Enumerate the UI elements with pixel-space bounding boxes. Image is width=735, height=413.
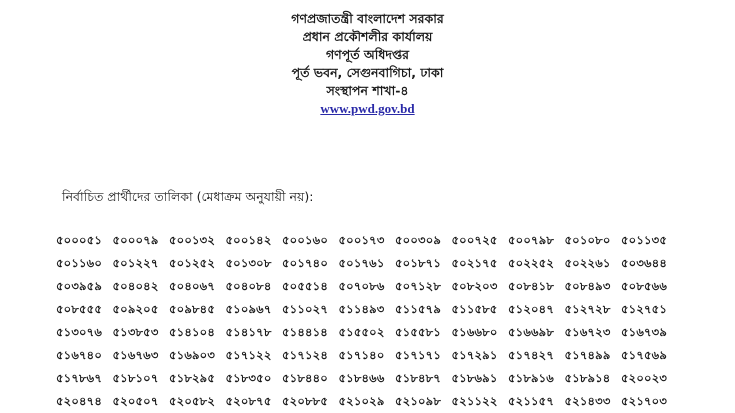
roll-number-cell: ৫০৮৪১৮ <box>508 279 554 293</box>
website-link[interactable]: www.pwd.gov.bd <box>320 101 415 116</box>
roll-number-cell: ৫০০৭৯৮ <box>508 233 555 247</box>
roll-number-cell: ৫১৭২৯১ <box>451 348 498 362</box>
roll-number-cell: ৫১৬৭৬৩ <box>112 348 159 362</box>
roll-number-cell: ৫২১৭০৩ <box>621 394 668 408</box>
roll-number-cell: ৫১৭৫৬৯ <box>621 348 668 362</box>
roll-number-cell: ৫০১৩০৮ <box>225 256 272 270</box>
roll-number-cell: ৫০১২২৭ <box>112 256 159 270</box>
roll-number-cell: ৫০৭১২৮ <box>395 279 442 293</box>
candidate-roll-grid <box>56 229 678 413</box>
roll-number-cell: ৫০০৩০৯ <box>395 233 442 247</box>
roll-number-cell: ৫০০৭২৫ <box>451 233 498 247</box>
roll-number-cell: ৫২১০৯৮ <box>395 394 442 408</box>
roll-number-cell: ৫০৯৮৪৫ <box>169 302 215 316</box>
department-name: গণপূর্ত অধিদপ্তর <box>325 47 410 62</box>
roll-number-cell: ৫২০৫০৭ <box>112 394 159 408</box>
roll-number-cell: ৫০০১৪২ <box>225 233 272 247</box>
roll-number-cell: ৫০৯২০৫ <box>112 302 159 316</box>
roll-number-cell: ৫১৮৬৯১ <box>451 371 498 385</box>
roll-number-cell: ৫২০০২৩ <box>621 371 668 385</box>
office-address: পূর্ত ভবন, সেগুনবাগিচা, ঢাকা <box>291 65 444 80</box>
roll-number-cell: ৫০৭০৮৬ <box>338 279 385 293</box>
section-name: সংস্থাপন শাখা-৪ <box>326 83 409 98</box>
roll-number-cell: ৫০০১৭৩ <box>338 233 385 247</box>
roll-number-cell: ৫০১২৫২ <box>169 256 216 270</box>
roll-number-cell: ৫১৪৪১৪ <box>282 325 328 339</box>
roll-number-cell: ৫০৪০৮৪ <box>225 279 272 293</box>
office-name: প্রধান প্রকৌশলীর কার্যালয় <box>302 29 433 44</box>
roll-number-cell: ৫০১১৩৫ <box>621 233 668 247</box>
roll-number-cell: ৫২০৪৭৪ <box>56 394 103 408</box>
roll-number-cell: ৫০৪০৪২ <box>112 279 159 293</box>
roll-number-cell: ৫১১৪৯৩ <box>338 302 385 316</box>
roll-number-cell: ৫১২৭৫১ <box>621 302 668 316</box>
roll-number-cell: ৫২১১৫৭ <box>508 394 555 408</box>
roll-number-cell: ৫১৭১২৪ <box>282 348 329 362</box>
roll-number-cell: ৫২০৮৭৫ <box>225 394 272 408</box>
roll-number-cell: ৫০২১৭৫ <box>451 256 498 270</box>
roll-number-cell: ৫০২২৫২ <box>508 256 555 270</box>
roll-number-cell: ৫০১১৬০ <box>56 256 103 270</box>
roll-number-cell: ৫১৭৮৬৭ <box>56 371 103 385</box>
roll-number-cell: ৫১৪১০৪ <box>169 325 215 339</box>
roll-number-cell: ৫১৭৪৯৯ <box>564 348 611 362</box>
roll-number-cell: ৫০৩৬৪৪ <box>621 256 668 270</box>
letterhead <box>0 10 735 118</box>
roll-number-cell: ৫১৩০৭৬ <box>56 325 103 339</box>
roll-number-cell: ৫০৮৫৬৬ <box>621 279 668 293</box>
roll-number-cell: ৫০৮৪৯৩ <box>564 279 611 293</box>
roll-number-cell: ৫২০৫৮২ <box>169 394 216 408</box>
roll-number-cell: ৫১১০২৭ <box>282 302 329 316</box>
roll-number-cell: ৫০৮৫৫৫ <box>56 302 102 316</box>
roll-number-cell: ৫১৭৪২৭ <box>508 348 555 362</box>
roll-number-cell: ৫০২২৬১ <box>564 256 611 270</box>
roll-number-cell: ৫০১০৮০ <box>564 233 611 247</box>
roll-number-cell: ৫১১৫৮৫ <box>451 302 498 316</box>
roll-number-cell: ৫০৮২০৩ <box>451 279 498 293</box>
roll-number-cell: ৫১৭১৪০ <box>338 348 385 362</box>
roll-number-cell: ৫১৩৮৫৩ <box>112 325 159 339</box>
roll-number-cell: ৫০১৮৭১ <box>395 256 442 270</box>
roll-number-cell: ৫২০৮৮৫ <box>282 394 329 408</box>
roll-number-cell: ৫১৮১০৭ <box>112 371 159 385</box>
roll-number-cell: ৫০৩৯৫৯ <box>56 279 103 293</box>
roll-number-cell: ৫০১৭৬১ <box>338 256 385 270</box>
roll-number-cell: ৫১৬৯০৩ <box>169 348 216 362</box>
roll-number-cell: ৫১৮৪৮৭ <box>395 371 441 385</box>
roll-number-cell: ৫০১৭৪০ <box>282 256 329 270</box>
roll-number-cell: ৫১৬৬৯৮ <box>508 325 555 339</box>
roll-number-cell: ৫১৬৭৪০ <box>56 348 103 362</box>
roll-number-cell: ৫১৮২৯৫ <box>169 371 215 385</box>
roll-number-cell: ৫১০৯৬৭ <box>225 302 272 316</box>
roll-number-cell: ৫০৫৫১৪ <box>282 279 328 293</box>
roll-number-cell: ৫১৪১৭৮ <box>225 325 272 339</box>
roll-number-cell: ৫২১১২২ <box>451 394 498 408</box>
roll-number-cell: ৫১২০৪৭ <box>508 302 555 316</box>
roll-number-cell: ৫১৭১৭১ <box>395 348 442 362</box>
roll-number-cell: ৫১৬৬৮০ <box>451 325 498 339</box>
roll-number-cell: ৫১১৫৭৯ <box>395 302 441 316</box>
roll-number-cell: ৫০০১৩২ <box>169 233 216 247</box>
roll-number-cell: ৫১৮৯১৬ <box>508 371 554 385</box>
roll-number-cell: ৫০০১৬০ <box>282 233 329 247</box>
roll-number-cell: ৫০০০৭৯ <box>112 233 159 247</box>
roll-number-cell: ৫১৫৫০২ <box>338 325 385 339</box>
roll-number-cell: ৫১২৭২৮ <box>564 302 611 316</box>
roll-number-cell: ৫১৭১২২ <box>225 348 272 362</box>
roll-number-cell: ৫১৬৭৩৯ <box>621 325 668 339</box>
roll-number-cell: ৫১৬৭২৩ <box>564 325 611 339</box>
roll-number-cell: ৫০৪০৬৭ <box>169 279 216 293</box>
government-name: গণপ্রজাতন্ত্রী বাংলাদেশ সরকার <box>291 11 444 26</box>
roll-number-cell: ৫২১৪৩৩ <box>564 394 611 408</box>
roll-number-cell: ৫১৮৩৫০ <box>225 371 272 385</box>
roll-number-cell: ৫১৫৫৮১ <box>395 325 441 339</box>
roll-number-cell: ৫২১০২৯ <box>338 394 385 408</box>
roll-number-cell: ৫০০০৫১ <box>56 233 103 247</box>
roll-number-cell: ৫১৮৪৬৬ <box>338 371 385 385</box>
list-title: নির্বাচিত প্রার্থীদের তালিকা (মেধাক্রম অনুযায়ী নয়): <box>62 189 314 204</box>
roll-number-cell: ৫১৮৪৪০ <box>282 371 328 385</box>
roll-number-cell: ৫১৮৯১৪ <box>564 371 611 385</box>
